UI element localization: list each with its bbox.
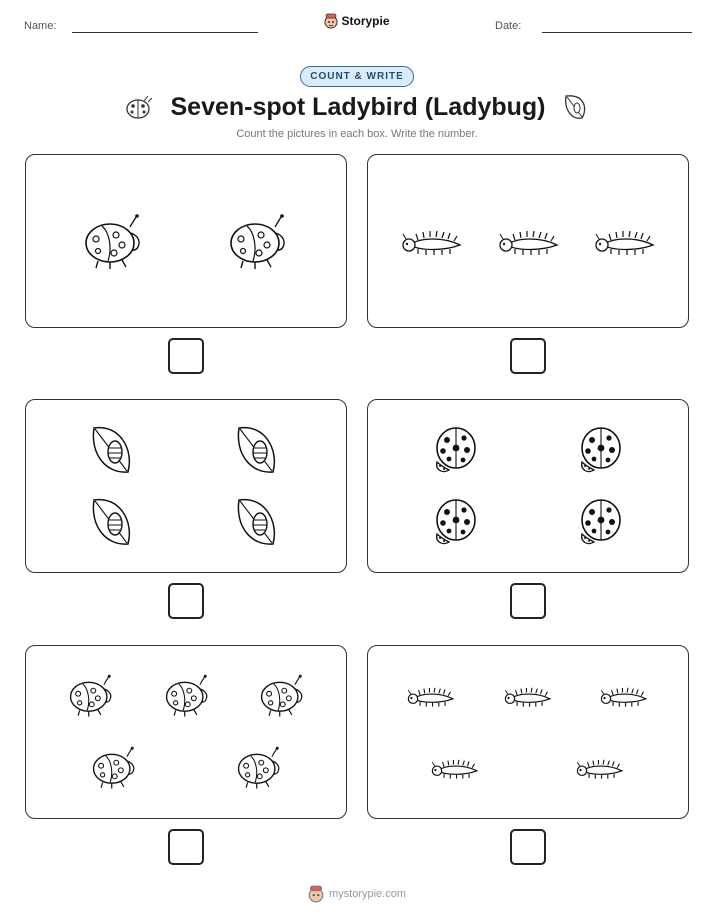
- ladybug-top-icon: [431, 498, 479, 548]
- count-box-1: [25, 154, 347, 328]
- count-box-4: [367, 399, 689, 573]
- answer-box-3[interactable]: [168, 583, 204, 619]
- count-box-5: [25, 645, 347, 819]
- count-box-3: [25, 399, 347, 573]
- date-label: Date:: [495, 20, 522, 32]
- larva-icon: [599, 686, 649, 710]
- page-title: Seven-spot Ladybird (Ladybug): [170, 92, 546, 121]
- ladybug-top-icon: [576, 426, 624, 476]
- pupa-on-leaf-icon: [235, 424, 281, 476]
- ladybug-side-icon: [66, 674, 116, 718]
- larva-icon: [575, 758, 625, 782]
- count-box-2: [367, 154, 689, 328]
- brand-name: Storypie: [341, 14, 390, 28]
- ladybug-side-icon: [80, 213, 146, 271]
- larva-icon: [400, 229, 464, 259]
- ladybug-top-icon: [431, 426, 479, 476]
- answer-box-5[interactable]: [168, 829, 204, 865]
- pupa-on-leaf-icon: [90, 424, 136, 476]
- ladybug-top-icon: [576, 498, 624, 548]
- larva-icon: [593, 229, 657, 259]
- pupa-on-leaf-icon: [235, 496, 281, 548]
- brand-logo: [0, 13, 714, 32]
- storypie-mascot-icon: [308, 885, 324, 903]
- ladybug-side-icon: [225, 213, 291, 271]
- ladybug-side-icon: [234, 746, 284, 790]
- leaf-icon: [562, 92, 590, 122]
- date-field[interactable]: [542, 32, 692, 33]
- pupa-on-leaf-icon: [90, 496, 136, 548]
- count-box-6: [367, 645, 689, 819]
- ladybug-side-icon: [89, 746, 139, 790]
- larva-icon: [503, 686, 553, 710]
- ladybug-side-icon: [257, 674, 307, 718]
- ladybug-icon: [124, 93, 154, 121]
- ladybug-side-icon: [162, 674, 212, 718]
- larva-icon: [406, 686, 456, 710]
- storypie-mascot-icon: [324, 13, 338, 29]
- answer-box-1[interactable]: [168, 338, 204, 374]
- larva-icon: [430, 758, 480, 782]
- answer-box-2[interactable]: [510, 338, 546, 374]
- name-label: Name:: [24, 20, 57, 32]
- instructions: Count the pictures in each box. Write the number.: [236, 128, 478, 140]
- answer-box-6[interactable]: [510, 829, 546, 865]
- footer: [0, 885, 714, 903]
- name-field[interactable]: [72, 32, 258, 33]
- answer-box-4[interactable]: [510, 583, 546, 619]
- activity-badge: COUNT & WRITE: [300, 66, 414, 87]
- footer-url[interactable]: mystorypie.com: [328, 888, 407, 900]
- larva-icon: [497, 229, 561, 259]
